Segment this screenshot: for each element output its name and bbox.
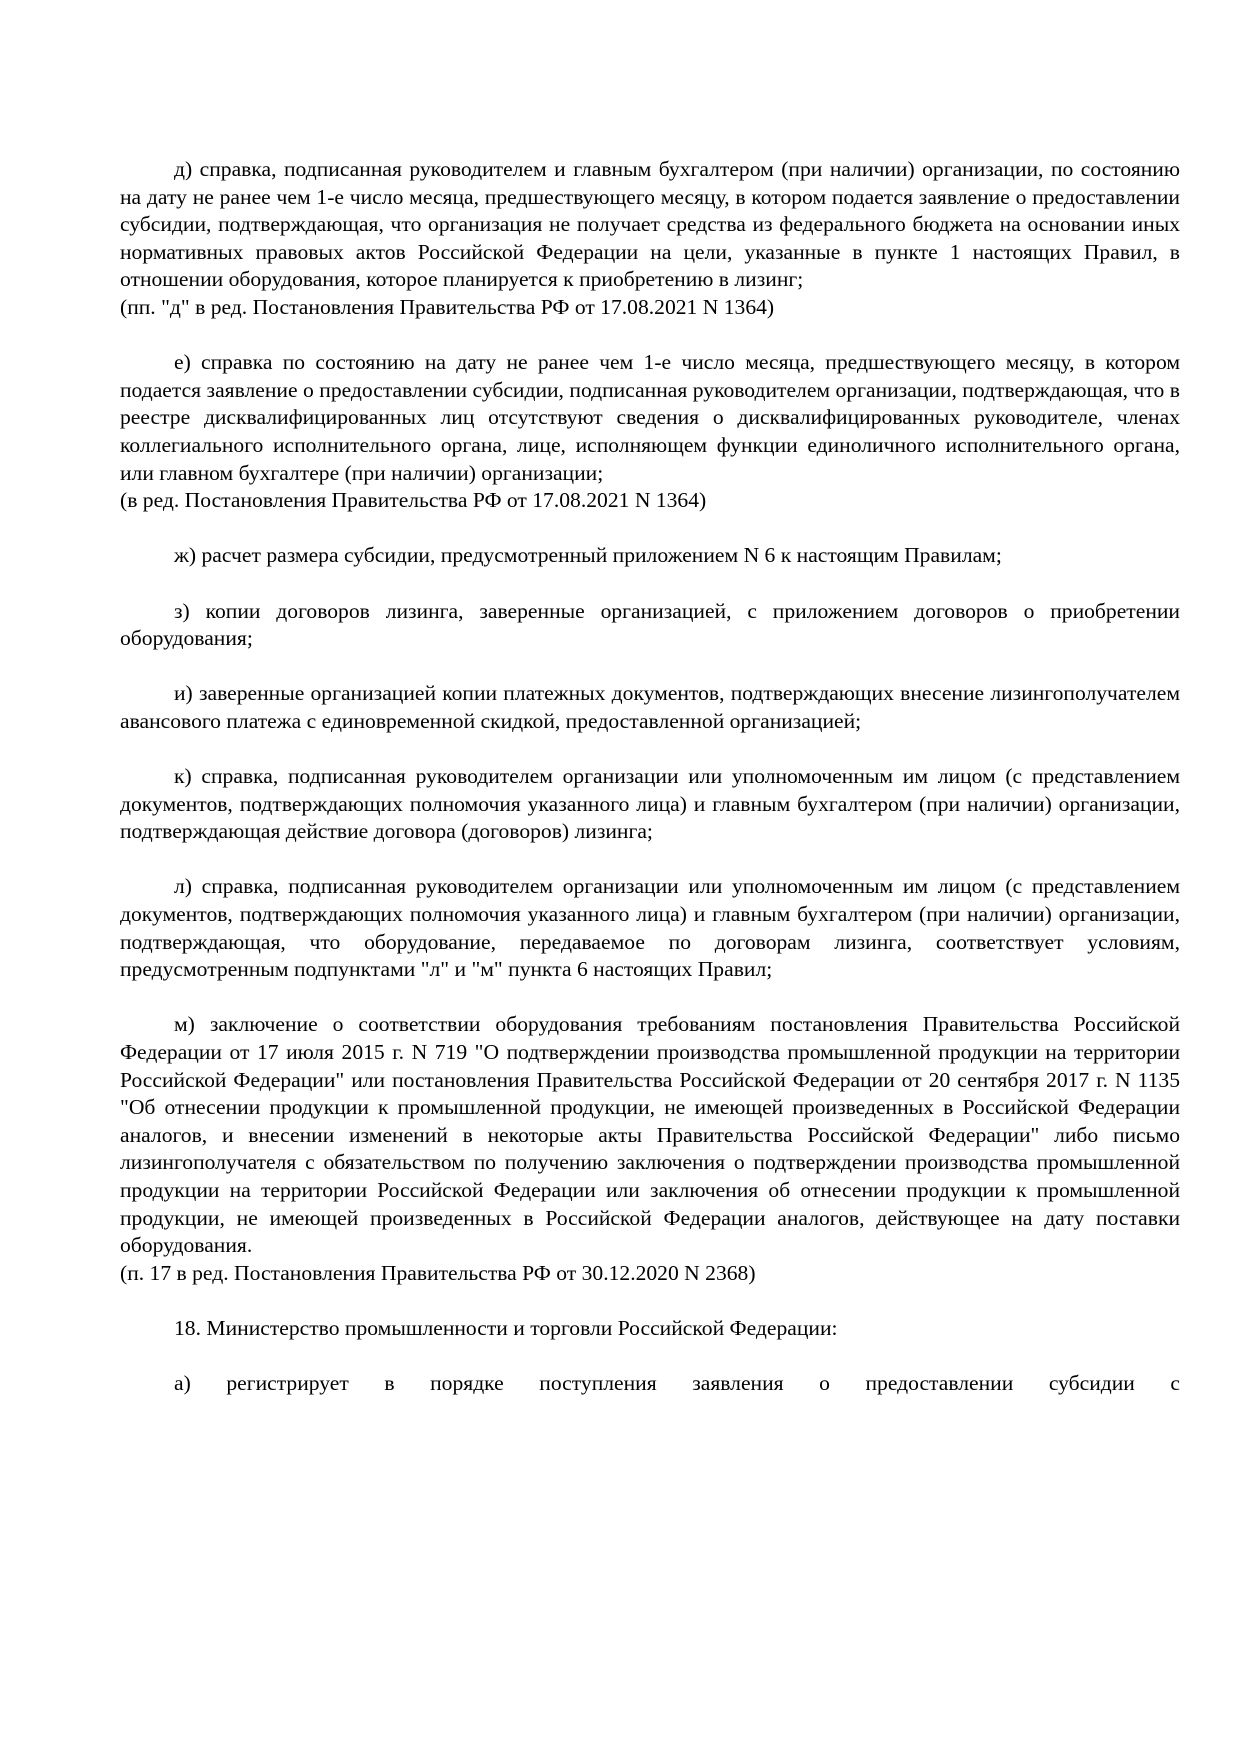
paragraph-zh: ж) расчет размера субсидии, предусмотренный приложением N 6 к настоящим Правилам; [174, 543, 1002, 568]
paragraph-18: 18. Министерство промышленности и торговли Российской Федерации: [174, 1315, 838, 1340]
paragraph-d: д) справка, подписанная руководителем и главным бухгалтером (при наличии) организации, по состоянию на дату не ранее чем 1-е число месяца, предшествующего месяцу, в котором подается заявление о предоставлении субсидии, подтверждающая, что организация не получает средства из федерального бюджета на основании иных нормативных правовых актов Российской Федерации на цели, указанные в пункте 1 настоящих Правил, в отношении оборудования, которое планируется к приобретению в лизинг; [120, 157, 1180, 292]
paragraph-k: к) справка, подписанная руководителем организации или уполномоченным им лицом (с представлением документов, подтверждающих полномочия указанного лица) и главным бухгалтером (при наличии) организации, подтверждающая действие договора (договоров) лизинга; [120, 764, 1180, 844]
paragraph-a: а) регистрирует в порядке поступления заявления о предоставлении субсидии с [174, 1371, 1180, 1396]
paragraph-e: е) справка по состоянию на дату не ранее чем 1-е число месяца, предшествующего месяцу, в котором подается заявление о предоставлении субсидии, подписанная руководителем организации, подтверждающая, что в реестре дисквалифицированных лиц отсутствуют сведения о дисквалифицированных руководителе, членах коллегиального исполнительного органа, лице, исполняющем функции единоличного исполнительного органа, или главном бухгалтере (при наличии) организации; [120, 350, 1180, 485]
paragraph-l: л) справка, подписанная руководителем организации или уполномоченным им лицом (с представлением документов, подтверждающих полномочия указанного лица) и главным бухгалтером (при наличии) организации, подтверждающая, что оборудование, передаваемое по договорам лизинга, соответствует условиям, предусмотренным подпунктами "л" и "м" пункта 6 настоящих Правил; [120, 874, 1180, 982]
paragraph-m: м) заключение о соответствии оборудования требованиям постановления Правительства Российской Федерации от 17 июля 2015 г. N 719 "О подтверждении производства промышленной продукции на территории Российской Федерации" или постановления Правительства Российской Федерации от 20 сентября 2017 г. N 1135 "Об отнесении продукции к промышленной продукции, не имеющей произведенных в Российской Федерации аналогов, и внесении изменений в некоторые акты Правительства Российской Федерации" либо письмо лизингополучателя с обязательством по получению заключения о подтверждении производства промышленной продукции на территории Российской Федерации или заключения об отнесении продукции к промышленной продукции, не имеющей произведенных в Российской Федерации аналогов, действующее на дату поставки оборудования. [120, 1012, 1180, 1258]
amendment-note: (в ред. Постановления Правительства РФ от 17.08.2021 N 1364) [120, 488, 707, 513]
document-page [120, 156, 1180, 1398]
amendment-note: (п. 17 в ред. Постановления Правительства РФ от 30.12.2020 N 2368) [120, 1260, 756, 1285]
amendment-note: (пп. "д" в ред. Постановления Правительства РФ от 17.08.2021 N 1364) [120, 294, 775, 319]
paragraph-z: з) копии договоров лизинга, заверенные организацией, с приложением договоров о приобретении оборудования; [120, 598, 1180, 651]
paragraph-i: и) заверенные организацией копии платежных документов, подтверждающих внесение лизингополучателем авансового платежа с единовременной скидкой, предоставленной организацией; [120, 681, 1180, 733]
